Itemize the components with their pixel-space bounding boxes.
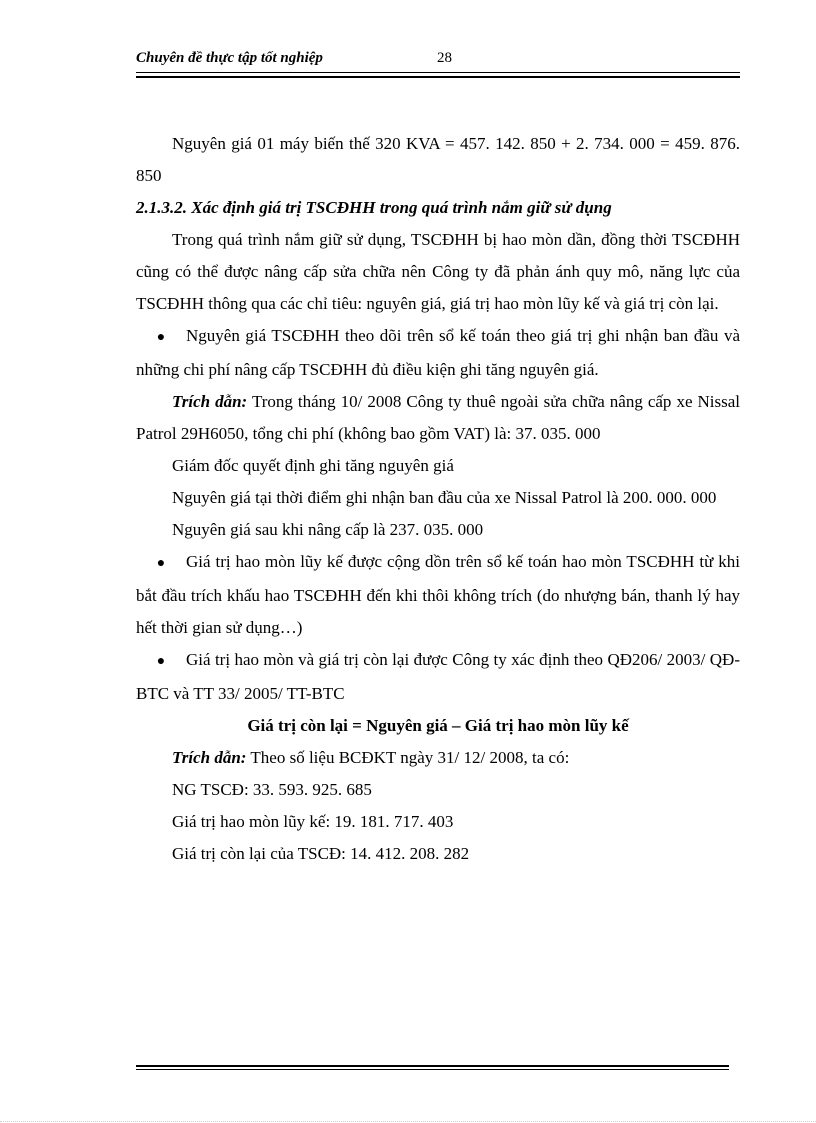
formula: Giá trị còn lại = Nguyên giá – Giá trị hao mòn lũy kế — [247, 716, 629, 735]
footer-rule — [136, 1069, 729, 1070]
paragraph-original-cost: Nguyên giá 01 máy biến thế 320 KVA = 457. 142. 850 + 2. 734. 000 = 459. 876. 850 — [136, 134, 740, 185]
bullet-text: Nguyên giá TSCĐHH theo dõi trên sổ kế toán theo giá trị ghi nhận ban đầu và những chi phí nâng cấp TSCĐHH đủ điều kiện ghi tăng nguyên giá. — [136, 326, 740, 379]
section-heading: 2.1.3.2. Xác định giá trị TSCĐHH trong quá trình nắm giữ sử dụng — [136, 198, 612, 217]
paragraph-upgraded-cost: Nguyên giá sau khi nâng cấp là 237. 035. 000 — [172, 520, 484, 539]
value-original-cost: NG TSCĐ: 33. 593. 925. 685 — [172, 780, 372, 799]
quote-paragraph — [136, 742, 740, 774]
paragraph-intro: Trong quá trình nắm giữ sử dụng, TSCĐHH bị hao mòn dần, đồng thời TSCĐHH cũng có thể được nâng cấp sửa chữa nên Công ty đã phản ánh quy mô, năng lực của TSCĐHH thông qua các chỉ tiêu: nguyên giá, giá trị hao mòn lũy kế và giá trị còn lại. — [136, 230, 740, 313]
page-edge-divider — [0, 1121, 816, 1122]
paragraph-director: Giám đốc quyết định ghi tăng nguyên giá — [172, 456, 454, 475]
paragraph-initial-cost: Nguyên giá tại thời điểm ghi nhận ban đầu của xe Nissal Patrol là 200. 000. 000 — [172, 488, 717, 507]
page-body — [136, 128, 740, 870]
bullet-text: Giá trị hao mòn và giá trị còn lại được Công ty xác định theo QĐ206/ 2003/ QĐ-BTC và TT 33/ 2005/ TT-BTC — [136, 650, 740, 703]
bullet-dot-icon: ● — [156, 330, 166, 345]
page-header — [136, 48, 740, 72]
bullet-dot-icon: ● — [156, 556, 166, 571]
header-title: Chuyên đề thực tập tốt nghiệp — [136, 50, 323, 66]
page-number: 28 — [437, 50, 452, 66]
quote-label: Trích dẫn: — [172, 748, 247, 767]
quote-text: Trong tháng 10/ 2008 Công ty thuê ngoài sửa chữa nâng cấp xe Nissal Patrol 29H6050, tổng chi phí (không bao gồm VAT) là: 37. 035. 000 — [136, 392, 741, 443]
quote-paragraph — [136, 386, 740, 450]
header-rule — [136, 72, 740, 73]
quote-label: Trích dẫn: — [172, 392, 248, 411]
header-rule-thick — [136, 76, 740, 78]
quote-text: Theo số liệu BCĐKT ngày 31/ 12/ 2008, ta có: — [246, 748, 570, 767]
bullet-item — [136, 320, 740, 386]
footer-rule-thick — [136, 1065, 729, 1067]
value-accumulated-depreciation: Giá trị hao mòn lũy kế: 19. 181. 717. 403 — [172, 812, 454, 831]
bullet-item — [136, 644, 740, 710]
bullet-dot-icon: ● — [156, 654, 166, 669]
bullet-text: Giá trị hao mòn lũy kế được cộng dồn trên sổ kế toán hao mòn TSCĐHH từ khi bắt đầu trích khấu hao TSCĐHH đến khi thôi không trích (do nhượng bán, thanh lý hay hết thời gian sử dụng…) — [136, 552, 740, 637]
value-net-book: Giá trị còn lại của TSCĐ: 14. 412. 208. 282 — [172, 844, 470, 863]
bullet-item — [136, 546, 740, 644]
